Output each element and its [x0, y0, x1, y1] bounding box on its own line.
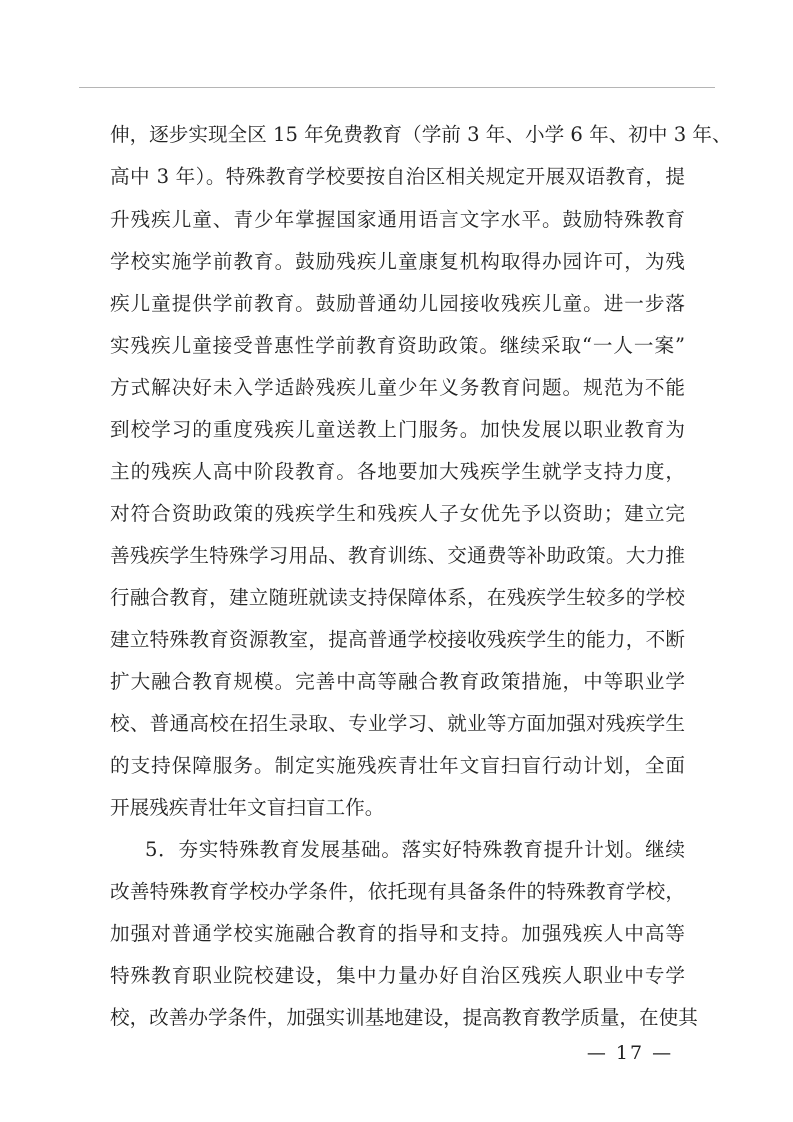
text-line: 疾儿童提供学前教育。鼓励普通幼儿园接收残疾儿童。进一步落 [110, 292, 685, 315]
text-line: 学校实施学前教育。鼓励残疾儿童康复机构取得办园许可，为残 [110, 250, 685, 273]
page-number: — 17 — [586, 1042, 674, 1064]
text-line: 建立特殊教育资源教室，提高普通学校接收残疾学生的能力，不断 [110, 628, 685, 651]
text-line: 善残疾学生特殊学习用品、教育训练、交通费等补助政策。大力推 [110, 544, 685, 567]
text-line: 特殊教育职业院校建设，集中力量办好自治区残疾人职业中专学 [110, 964, 685, 987]
text-line: 的支持保障服务。制定实施残疾青壮年文盲扫盲行动计划，全面 [110, 754, 685, 777]
text-line: 校、普通高校在招生录取、专业学习、就业等方面加强对残疾学生 [110, 712, 685, 735]
text-line: 开展残疾青壮年文盲扫盲工作。 [110, 796, 385, 819]
text-line: 加强对普通学校实施融合教育的指导和支持。加强残疾人中高等 [110, 922, 685, 945]
text-line: 伸，逐步实现全区 15 年免费教育（学前 3 年、小学 6 年、初中 3 年、 [110, 123, 732, 146]
text-line: 对符合资助政策的残疾学生和残疾人子女优先予以资助；建立完 [110, 502, 685, 525]
text-line: 主的残疾人高中阶段教育。各地要加大残疾学生就学支持力度， [110, 460, 685, 483]
text-line: 到校学习的重度残疾儿童送教上门服务。加快发展以职业教育为 [110, 418, 685, 441]
text-line: 高中 3 年）。特殊教育学校要按自治区相关规定开展双语教育，提 [110, 165, 685, 188]
text-line: 实残疾儿童接受普惠性学前教育资助政策。继续采取“一人一案” [110, 334, 685, 357]
text-line: 升残疾儿童、青少年掌握国家通用语言文字水平。鼓励特殊教育 [110, 208, 685, 231]
text-line: 校，改善办学条件，加强实训基地建设，提高教育教学质量，在使其 [110, 1006, 698, 1029]
text-line: 方式解决好未入学适龄残疾儿童少年义务教育问题。规范为不能 [110, 376, 685, 399]
text-line: 5．夯实特殊教育发展基础。落实好特殊教育提升计划。继续 [145, 838, 685, 861]
text-line: 行融合教育，建立随班就读支持保障体系，在残疾学生较多的学校 [110, 586, 685, 609]
text-line: 改善特殊教育学校办学条件，依托现有具备条件的特殊教育学校， [110, 880, 685, 903]
text-line: 扩大融合教育规模。完善中高等融合教育政策措施，中等职业学 [110, 670, 685, 693]
